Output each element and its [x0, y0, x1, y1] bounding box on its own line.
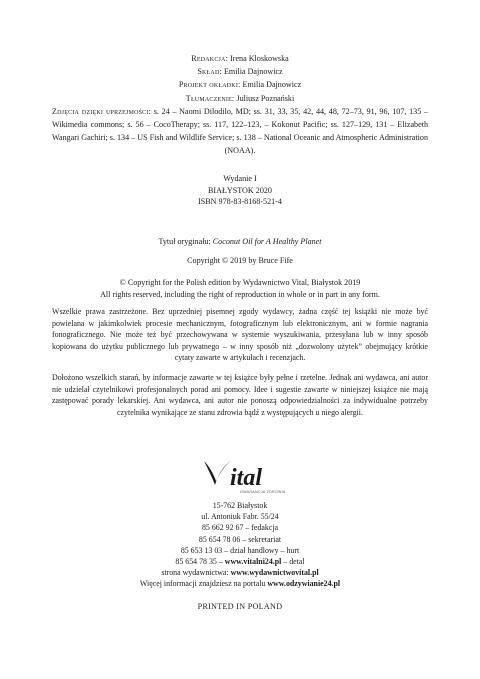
- credit-typeset-label: Skład:: [197, 67, 222, 77]
- credit-photos-label: Zdjęcia dzięki uprzejmości:: [52, 106, 152, 116]
- vital-logo-mark: [190, 455, 290, 495]
- publisher-street: ul. Antoniuk Fabr. 55/24: [201, 512, 279, 522]
- credit-translation-label: Tłumaczenie:: [185, 93, 235, 103]
- printed-in-poland: PRINTED IN POLAND: [197, 602, 283, 611]
- edition-section: [52, 173, 428, 208]
- publisher-portal: [52, 578, 428, 589]
- shop-desc: – detal: [281, 557, 305, 567]
- credit-translation: [52, 92, 428, 105]
- publisher-postal: 15-762 Białystok: [212, 501, 268, 510]
- phone-sales-desc: – dział handlowy – hurt: [224, 545, 300, 555]
- phone-retail-number: 85 654 78 35: [175, 557, 217, 567]
- phone-sales-number: 85 653 13 03: [180, 545, 223, 555]
- vital-logo: [190, 455, 290, 495]
- isbn: ISBN 978-83-8168-521-4: [198, 197, 282, 206]
- copyright-polish-line1: © Copyright for the Polish edition by Wydawnictwo Vital, Białystok 2019: [119, 278, 361, 287]
- credit-photos: [52, 105, 428, 158]
- phone-editorial-number: 85 662 92 67: [201, 523, 244, 533]
- vital-v-leaf: [204, 460, 232, 485]
- credit-cover-value: Emilia Dajnowicz: [242, 80, 302, 90]
- edition-place-year: BIAŁYSTOK 2020: [208, 185, 272, 195]
- credit-editor-value: Irena Kloskowska: [230, 54, 289, 63]
- credit-editor-label: Redakcja:: [191, 54, 229, 63]
- original-title: [52, 236, 428, 248]
- credit-typeset: [52, 65, 428, 78]
- credit-typeset-value: Emilia Dajnowicz: [223, 67, 283, 77]
- edition-number: Wydanie I: [223, 174, 257, 183]
- original-title-value: Coconut Oil for A Healthy Planet: [212, 237, 322, 246]
- phone-retail-sep: –: [218, 557, 225, 567]
- publisher-phone-sales: [52, 545, 428, 556]
- publisher-phone-secretariat: [52, 534, 428, 545]
- disclaimer-paragraph: Dołożono wszelkich starań, by informacje zawarte w tej książce były pełne i rzetelne. Jednak ani wydawca, ani autor nie udzielał czytelnikowi profesjonalnych porad ani pomocy. Idee i sugestie zawarte w niniejszej książce nie mają zastępować porady lekarskiej. Ani wydawca, ani autor nie ponoszą odpowiedzialności za indywidualne potrzeby czytelnika wynikające ze stanu zdrowia bądź z występujących u niego alergii.: [52, 373, 428, 417]
- phone-secretariat-number: 85 654 78 06: [198, 534, 241, 544]
- portal-label: Więcej informacji znajdziesz na portalu: [139, 579, 268, 589]
- publisher-contact: [52, 500, 428, 590]
- publisher-website: [52, 567, 428, 578]
- publisher-phone-retail: [52, 556, 428, 567]
- original-title-label: Tytuł oryginału:: [158, 237, 211, 246]
- site-label: strona wydawnictwa:: [161, 568, 231, 578]
- credits-section: [52, 52, 428, 158]
- copyright-polish-line2: All rights reserved, including the right of reproduction in whole or in part in any form.: [100, 289, 380, 299]
- phone-secretariat-desc: – sekretariat: [242, 534, 282, 544]
- publisher-phone-editorial: [52, 522, 428, 533]
- vital-logo-wordmark: ital: [230, 465, 263, 491]
- portal-link[interactable]: www.odzywianie24.pl: [267, 579, 341, 589]
- site-link[interactable]: www.wydawnictwovital.pl: [230, 568, 319, 578]
- copyright-polish-edition: [52, 277, 428, 300]
- vital-logo-tagline: GWARANCJA ZDROWIA: [240, 490, 286, 494]
- credit-translation-value: Juliusz Poznański: [236, 93, 295, 103]
- copyright-author: Copyright © 2019 by Bruce Fife: [187, 256, 293, 265]
- credit-cover: [52, 78, 428, 91]
- rights-reserved-paragraph: Wszelkie prawa zastrzeżone. Bez uprzedniej pisemnej zgody wydawcy, żadna część tej książki nie może być powielana w jakimkolwiek procesie mechanicznym, fotograficznym lub elektronicznym, ani w formie nagrania fonograficznego. Nie może też być przechowywana w systemie wyszukiwania, przesyłana lub w inny sposób kopiowana do użytku publicznego lub prywatnego – w inny sposób niż „dozwolony użytek” obejmujący krótkie cytaty zawarte w artykułach i recenzjach.: [52, 307, 428, 363]
- credit-cover-label: Projekt okładki:: [178, 80, 241, 90]
- credit-photos-value: s. 24 – Naomi Dilodilo, MD; ss. 31, 33, 35, 42, 44, 48, 72–73, 91, 96, 107, 135 – Wikimedia commons; s. 56 – CocoTherapy; ss. 117, 122–123, – Kokonut Pacific; ss. 127–129, 131 – Elizabeth Wangari Gachiri; s. 134 – US Fish and Wildlife Service; s. 138 – National Oceanic and Atmospheric Administration (NOAA).: [52, 106, 428, 156]
- credit-editor: [52, 52, 428, 65]
- phone-editorial-desc: – fedakcja: [245, 523, 279, 533]
- shop-link[interactable]: www.vitalni24.pl: [224, 557, 282, 567]
